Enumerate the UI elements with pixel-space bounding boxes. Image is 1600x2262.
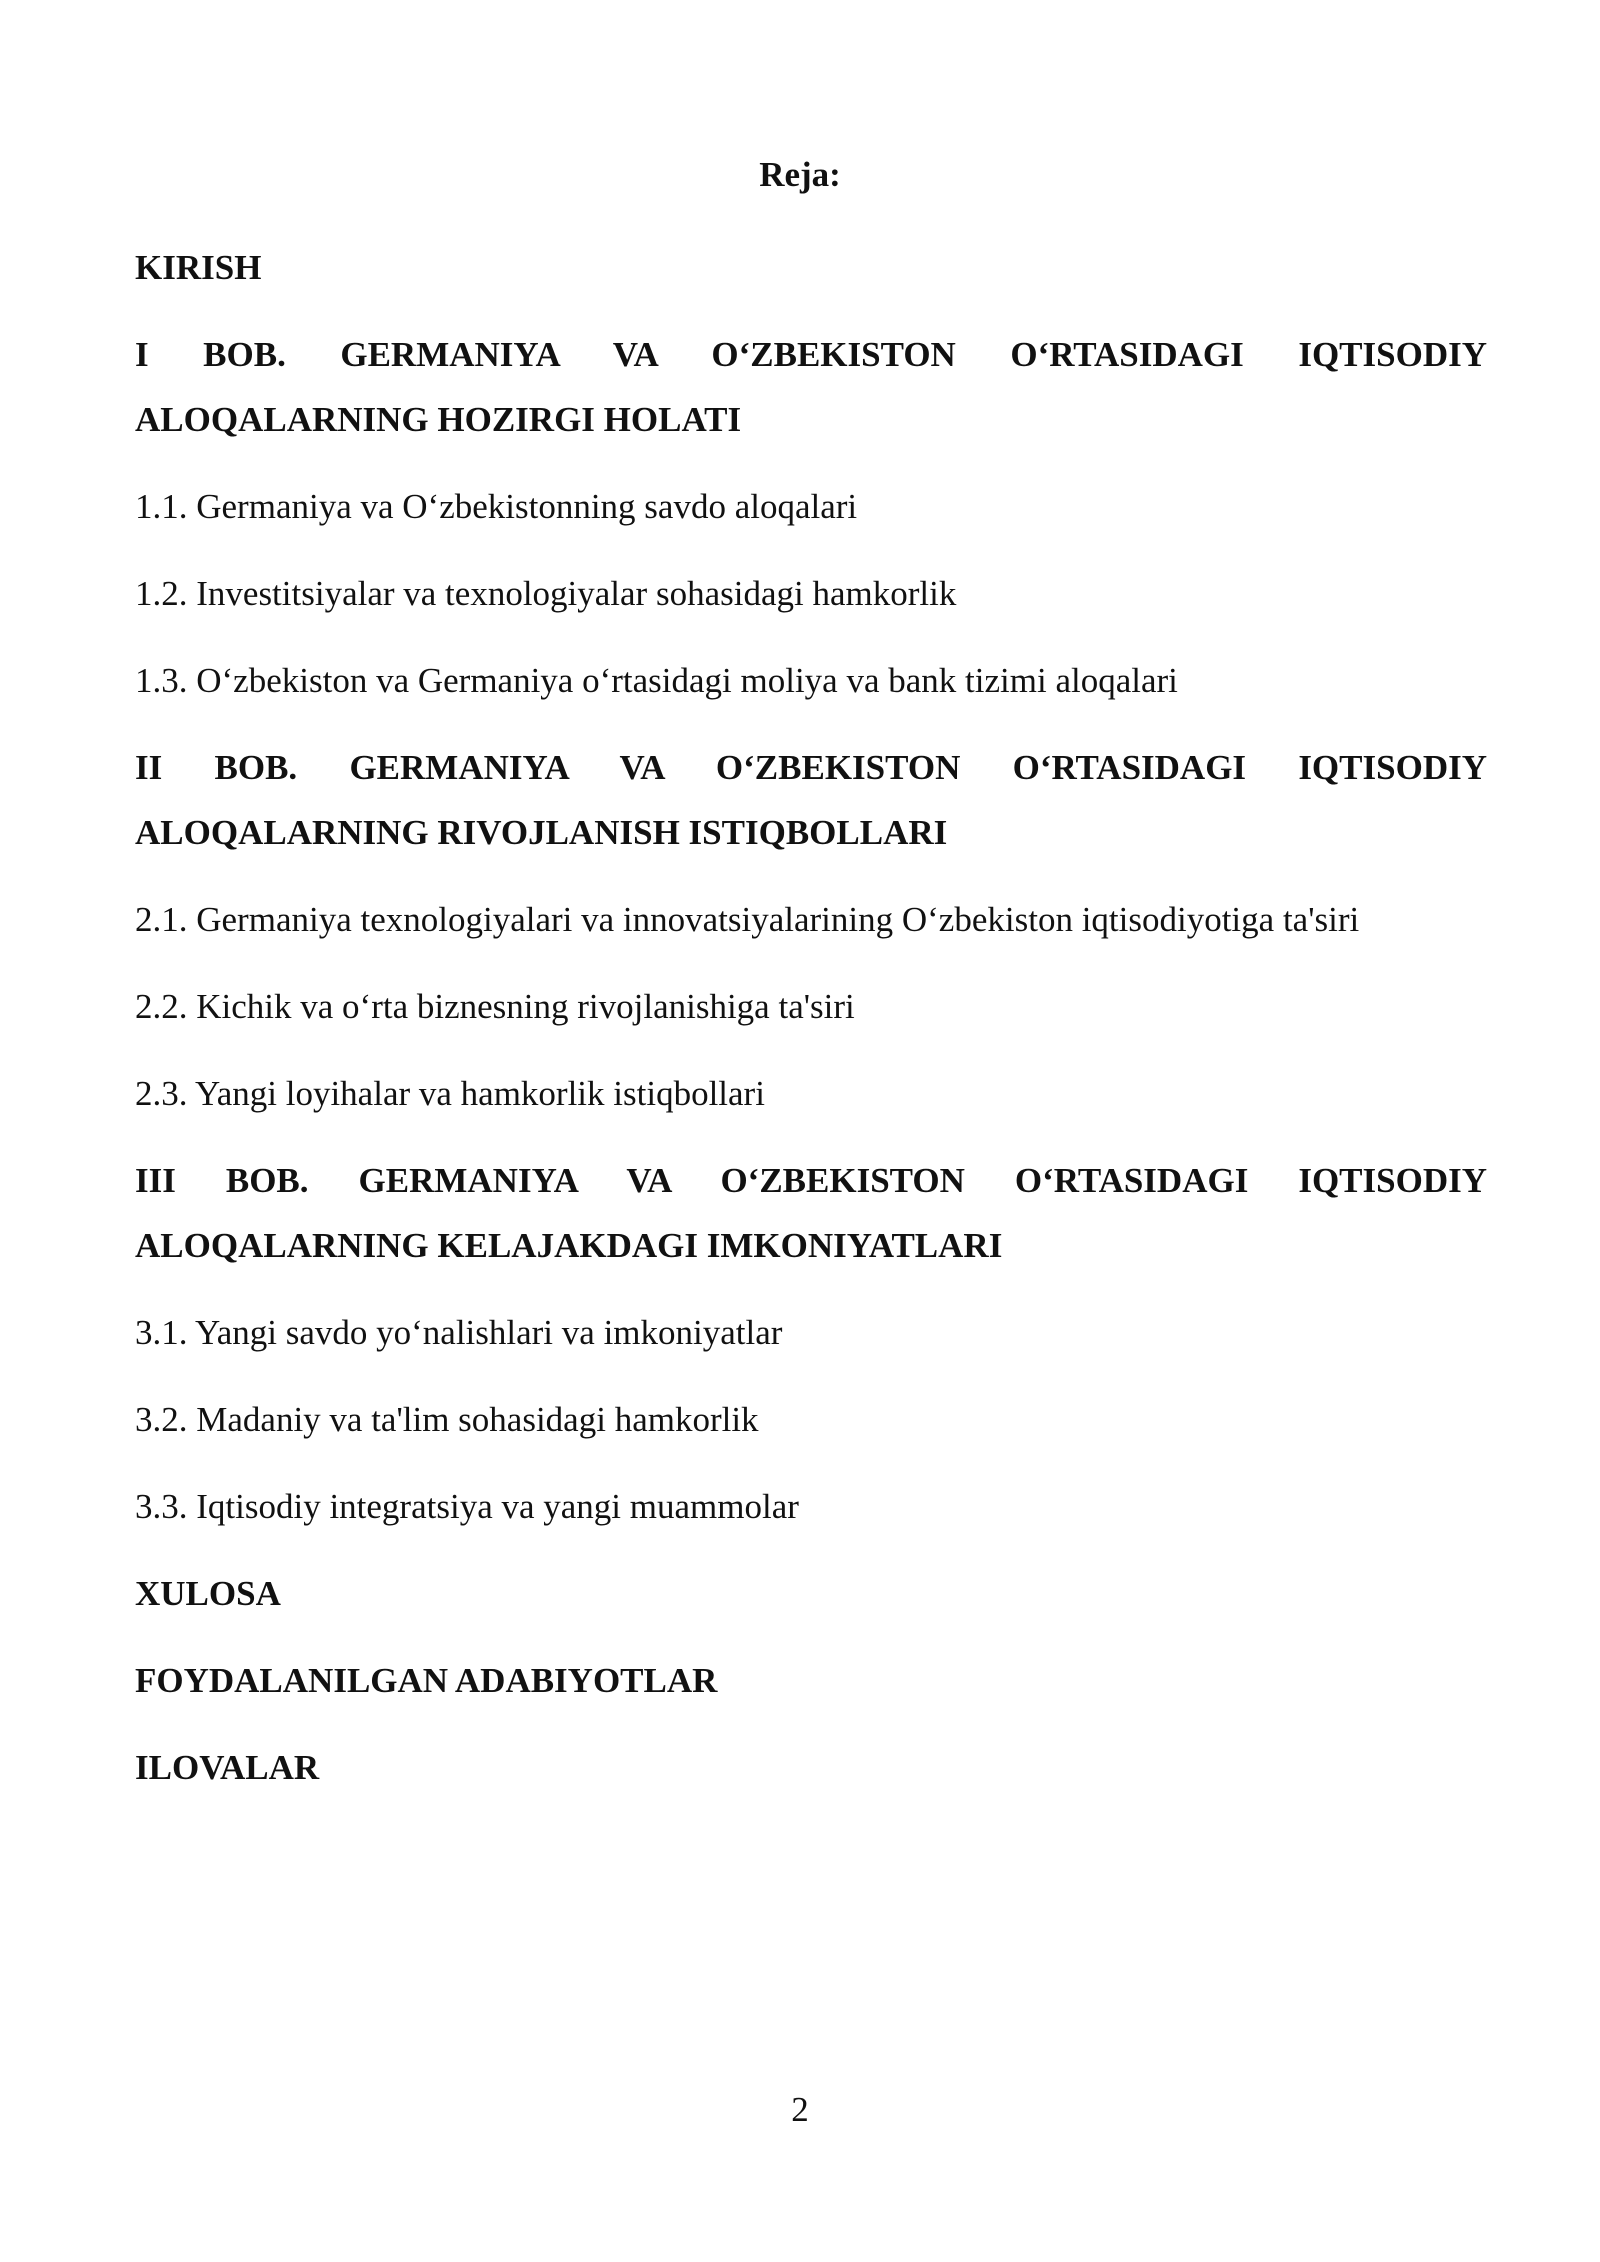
toc-entry-intro: KIRISH — [135, 248, 262, 287]
page-number: 2 — [791, 2090, 809, 2129]
toc-section-3-2: 3.2. Madaniy va ta'lim sohasidagi hamkorlik — [135, 1400, 759, 1439]
toc-entry-appendices: ILOVALAR — [135, 1748, 320, 1787]
toc-chapter-2: II BOB. GERMANIYA VA O‘ZBEKISTON O‘RTASIDAGI IQTISODIY ALOQALARNING RIVOJLANISH ISTIQBOLLARI — [135, 748, 1487, 852]
toc-chapter-1: I BOB. GERMANIYA VA O‘ZBEKISTON O‘RTASIDAGI IQTISODIY ALOQALARNING HOZIRGI HOLATI — [135, 335, 1487, 439]
toc-entry-conclusion: XULOSA — [135, 1574, 281, 1613]
toc-section-2-1: 2.1. Germaniya texnologiyalari va innovatsiyalarining O‘zbekiston iqtisodiyotiga ta'siri — [135, 900, 1360, 939]
toc-section-2-2: 2.2. Kichik va o‘rta biznesning rivojlanishiga ta'siri — [135, 987, 855, 1026]
page-title: Reja: — [759, 155, 841, 194]
toc-section-1-1: 1.1. Germaniya va O‘zbekistonning savdo aloqalari — [135, 487, 858, 526]
table-of-contents — [135, 235, 1487, 1822]
toc-chapter-3: III BOB. GERMANIYA VA O‘ZBEKISTON O‘RTASIDAGI IQTISODIY ALOQALARNING KELAJAKDAGI IMKONIYATLARI — [135, 1161, 1487, 1265]
toc-section-2-3: 2.3. Yangi loyihalar va hamkorlik istiqbollari — [135, 1074, 765, 1113]
toc-section-3-1: 3.1. Yangi savdo yo‘nalishlari va imkoniyatlar — [135, 1313, 783, 1352]
toc-section-3-3: 3.3. Iqtisodiy integratsiya va yangi muammolar — [135, 1487, 799, 1526]
toc-section-1-3: 1.3. O‘zbekiston va Germaniya o‘rtasidagi moliya va bank tizimi aloqalari — [135, 661, 1178, 700]
toc-entry-references: FOYDALANILGAN ADABIYOTLAR — [135, 1661, 718, 1700]
toc-section-1-2: 1.2. Investitsiyalar va texnologiyalar sohasidagi hamkorlik — [135, 574, 957, 613]
